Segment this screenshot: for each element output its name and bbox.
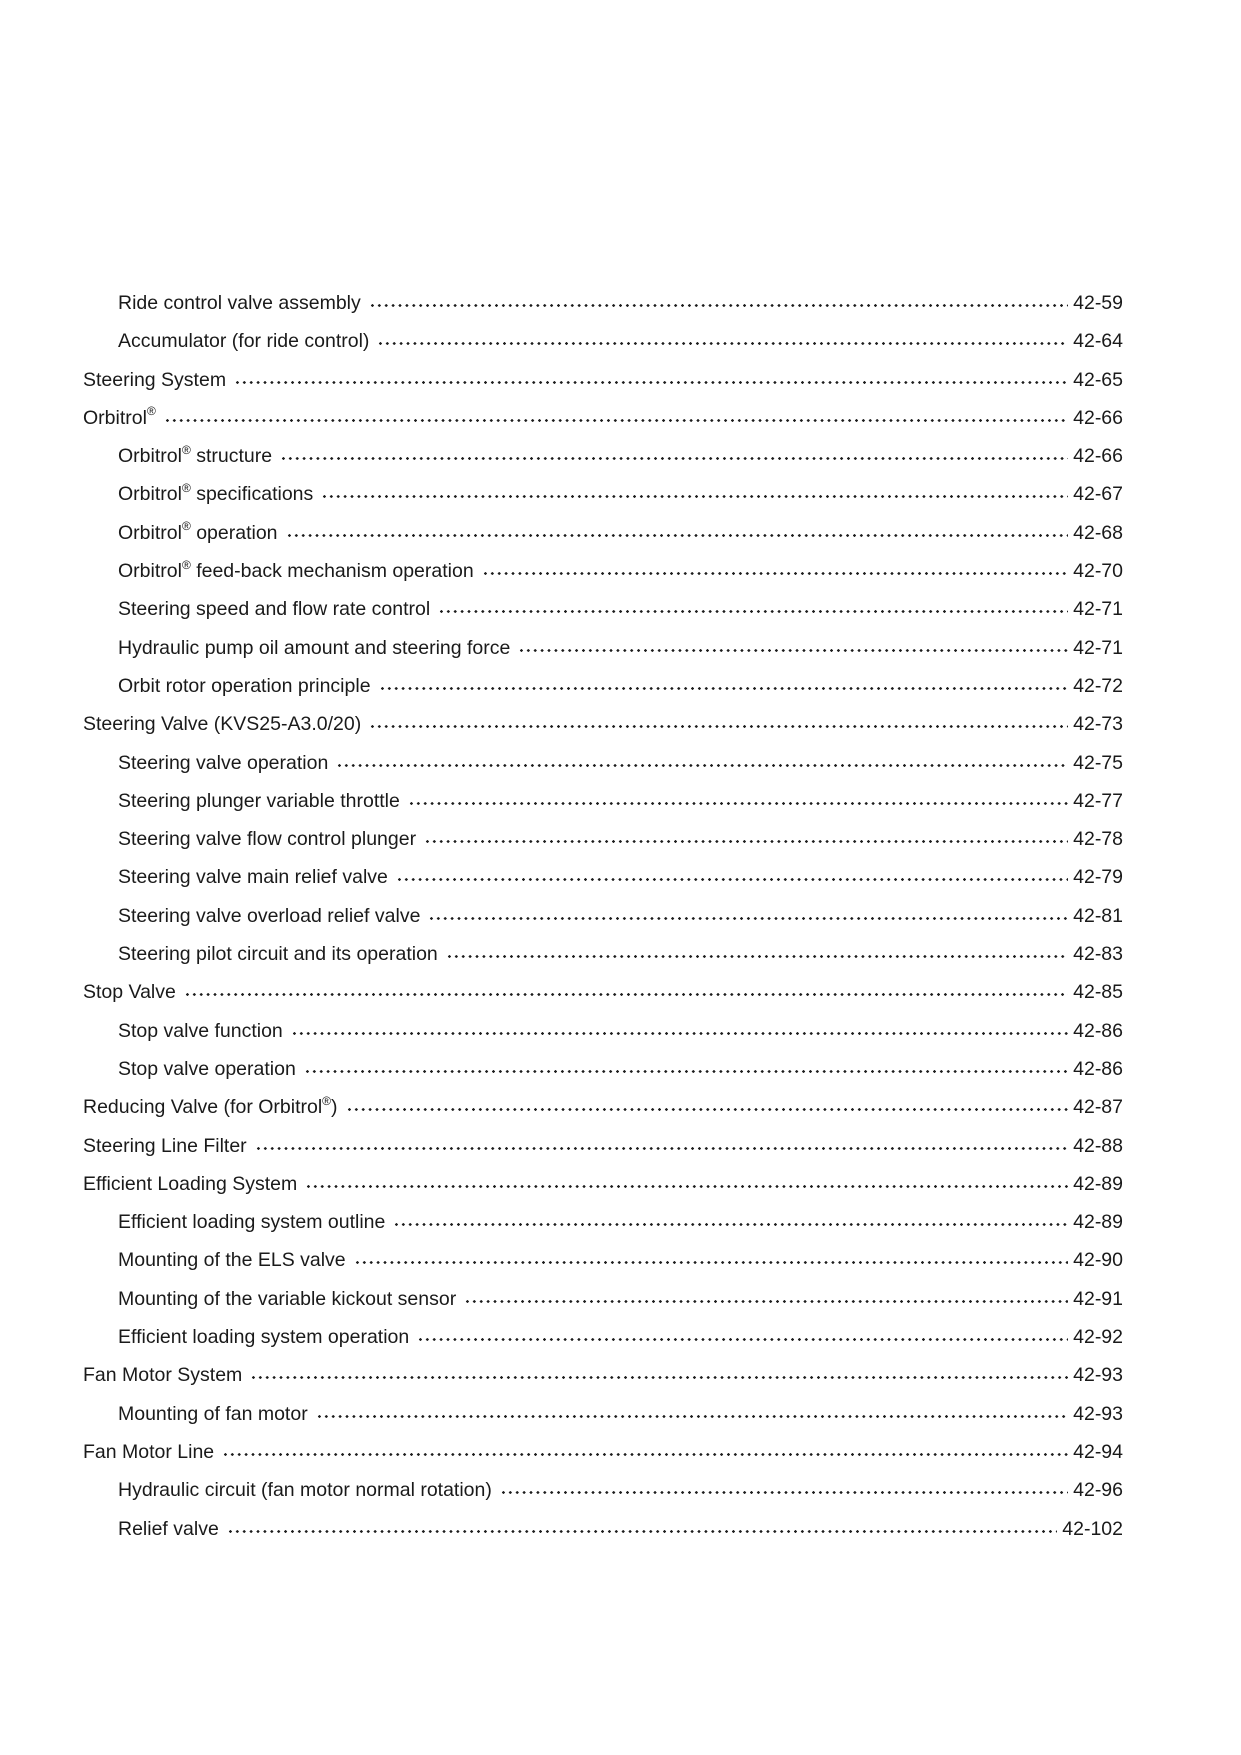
toc-entry <box>83 1050 1123 1088</box>
toc-entry-title-text: Accumulator (for ride control) <box>118 330 370 353</box>
toc-entry-title <box>118 552 474 590</box>
dot-leader <box>316 1415 1068 1420</box>
toc-entry-page: 42-79 <box>1073 866 1123 889</box>
toc-entry-title-text: structure <box>190 445 273 468</box>
toc-entry-title-text: Steering valve operation <box>118 751 329 774</box>
toc-entry-title-text: Stop valve operation <box>118 1057 296 1080</box>
toc-entry-title-text: Steering plunger variable throttle <box>118 789 400 812</box>
dot-leader <box>379 687 1069 692</box>
dot-leader <box>184 993 1068 998</box>
toc-entry <box>83 973 1123 1011</box>
toc-entry-page: 42-90 <box>1073 1249 1123 1272</box>
toc-entry-page: 42-71 <box>1073 598 1123 621</box>
toc-entry-title-text: Efficient Loading System <box>83 1172 298 1195</box>
dot-leader <box>446 955 1068 960</box>
toc-entry-page: 42-64 <box>1073 330 1123 353</box>
toc-entry-title-text: Steering Line Filter <box>83 1134 247 1157</box>
toc-entry <box>83 820 1123 858</box>
toc-entry-page: 42-59 <box>1073 292 1123 314</box>
toc-entry <box>83 361 1123 399</box>
toc-entry-page: 42-87 <box>1073 1096 1123 1119</box>
dot-leader <box>369 725 1068 730</box>
toc-entry <box>83 744 1123 782</box>
toc-entry <box>83 552 1123 590</box>
toc-entry <box>83 514 1123 552</box>
toc-entry-page: 42-96 <box>1073 1479 1123 1502</box>
registered-trademark-symbol: ® <box>181 480 191 495</box>
toc-entry-title <box>118 744 328 782</box>
toc-entry-title-text: Orbit rotor operation principle <box>118 674 371 697</box>
toc-entry-title <box>118 897 420 935</box>
toc-entry-title <box>118 590 430 628</box>
toc-entry-page: 42-77 <box>1073 789 1123 812</box>
toc-entry <box>83 667 1123 705</box>
toc-entry-title-text: specifications <box>190 483 314 506</box>
dot-leader <box>518 649 1068 654</box>
toc-entry-title <box>118 322 369 360</box>
dot-leader <box>369 304 1068 309</box>
toc-entry-page: 42-81 <box>1073 904 1123 927</box>
toc-entry-title-text: Relief valve <box>118 1517 219 1540</box>
toc-entry <box>83 1356 1123 1394</box>
dot-leader <box>354 1261 1068 1266</box>
dot-leader <box>428 917 1068 922</box>
table-of-contents <box>83 284 1123 1548</box>
toc-entry-title-text: Orbitrol <box>118 521 182 544</box>
toc-entry-title <box>83 1088 338 1126</box>
toc-entry-title-text: Stop valve function <box>118 1019 283 1042</box>
dot-leader <box>424 840 1068 845</box>
toc-entry-title <box>83 361 226 399</box>
toc-entry <box>83 1433 1123 1471</box>
toc-entry-title <box>118 1471 492 1509</box>
toc-entry <box>83 475 1123 513</box>
dot-leader <box>250 1376 1068 1381</box>
toc-entry <box>83 897 1123 935</box>
toc-entry <box>83 590 1123 628</box>
toc-entry-title-text: feed-back mechanism operation <box>190 560 474 583</box>
toc-entry <box>83 1012 1123 1050</box>
toc-entry-title-text: Orbitrol <box>118 483 182 506</box>
toc-entry-title-text: operation <box>190 521 278 544</box>
toc-entry-page: 42-67 <box>1073 483 1123 506</box>
toc-entry-page: 42-89 <box>1073 1172 1123 1195</box>
toc-entry-title <box>83 1356 242 1394</box>
toc-entry-title <box>118 437 272 475</box>
toc-entry <box>83 322 1123 360</box>
toc-entry <box>83 399 1123 437</box>
toc-entry-title-text: Steering valve overload relief valve <box>118 904 421 927</box>
toc-entry <box>83 1395 1123 1433</box>
toc-entry-page: 42-75 <box>1073 751 1123 774</box>
toc-entry-title-text: Steering pilot circuit and its operation <box>118 943 438 966</box>
dot-leader <box>305 1185 1068 1190</box>
toc-entry-page: 42-85 <box>1073 981 1123 1004</box>
toc-entry-page: 42-73 <box>1073 713 1123 736</box>
toc-entry <box>83 858 1123 896</box>
toc-entry-title-text: Stop Valve <box>83 981 176 1004</box>
dot-leader <box>396 878 1068 883</box>
dot-leader <box>500 1491 1068 1496</box>
dot-leader <box>377 342 1068 347</box>
dot-leader <box>417 1338 1068 1343</box>
toc-entry-title-text: Steering System <box>83 368 227 391</box>
toc-entry <box>83 1318 1123 1356</box>
toc-entry-page: 42-102 <box>1062 1517 1123 1540</box>
toc-entry-title-text: Efficient loading system operation <box>118 1326 410 1349</box>
toc-entry-title <box>118 858 388 896</box>
toc-entry-title-text: Mounting of the variable kickout sensor <box>118 1287 457 1310</box>
dot-leader <box>280 457 1068 462</box>
toc-entry <box>83 1241 1123 1279</box>
toc-entry-title <box>118 629 510 667</box>
dot-leader <box>227 1530 1057 1535</box>
dot-leader <box>464 1300 1068 1305</box>
toc-entry-page: 42-93 <box>1073 1402 1123 1425</box>
toc-entry-page: 42-86 <box>1073 1019 1123 1042</box>
dot-leader <box>164 419 1068 424</box>
toc-entry-title <box>118 667 371 705</box>
toc-entry-title-text: ) <box>331 1096 338 1119</box>
toc-entry-page: 42-66 <box>1073 406 1123 429</box>
toc-entry-title <box>83 705 361 743</box>
dot-leader <box>304 1070 1068 1075</box>
toc-entry <box>83 284 1123 322</box>
dot-leader <box>482 572 1068 577</box>
registered-trademark-symbol: ® <box>181 557 191 572</box>
toc-entry <box>83 629 1123 667</box>
toc-entry <box>83 1280 1123 1318</box>
toc-entry-title <box>118 1203 385 1241</box>
dot-leader <box>321 495 1068 500</box>
dot-leader <box>336 764 1068 769</box>
dot-leader <box>234 381 1068 386</box>
toc-entry-page: 42-72 <box>1073 674 1123 697</box>
toc-entry-title-text: Mounting of the ELS valve <box>118 1249 346 1272</box>
toc-entry-page: 42-78 <box>1073 828 1123 851</box>
toc-entry-page: 42-66 <box>1073 445 1123 468</box>
dot-leader <box>222 1453 1068 1458</box>
toc-entry-title-text: Hydraulic circuit (fan motor normal rotation) <box>118 1479 492 1502</box>
toc-entry-title <box>118 284 361 322</box>
toc-entry-title <box>118 782 400 820</box>
dot-leader <box>393 1223 1068 1228</box>
toc-entry-title <box>83 1165 297 1203</box>
toc-entry-title <box>118 1318 409 1356</box>
toc-entry-title <box>118 1510 219 1548</box>
toc-entry-page: 42-91 <box>1073 1287 1123 1310</box>
toc-entry-title-text: Hydraulic pump oil amount and steering force <box>118 636 511 659</box>
toc-entry <box>83 1127 1123 1165</box>
toc-entry <box>83 1165 1123 1203</box>
toc-entry-page: 42-68 <box>1073 521 1123 544</box>
toc-entry <box>83 1510 1123 1548</box>
toc-entry-page: 42-92 <box>1073 1326 1123 1349</box>
toc-entry-title <box>118 475 313 513</box>
registered-trademark-symbol: ® <box>322 1093 331 1108</box>
dot-leader <box>438 610 1068 615</box>
toc-entry-title <box>118 514 278 552</box>
toc-entry-title-text: Orbitrol <box>83 406 147 429</box>
toc-entry-title <box>118 935 438 973</box>
toc-entry-title-text: Orbitrol <box>118 560 182 583</box>
toc-entry-title-text: Reducing Valve (for Orbitrol <box>83 1096 323 1119</box>
toc-entry-title <box>83 973 176 1011</box>
dot-leader <box>291 1032 1068 1037</box>
toc-entry-page: 42-71 <box>1073 636 1123 659</box>
toc-entry <box>83 935 1123 973</box>
toc-entry-page: 42-93 <box>1073 1364 1123 1387</box>
toc-entry-title-text: Fan Motor System <box>83 1364 243 1387</box>
toc-entry-title-text: Steering speed and flow rate control <box>118 598 431 621</box>
toc-entry-title <box>118 1050 296 1088</box>
toc-entry-page: 42-65 <box>1073 368 1123 391</box>
registered-trademark-symbol: ® <box>146 404 156 419</box>
toc-entry-title <box>83 399 156 437</box>
registered-trademark-symbol: ® <box>181 442 191 457</box>
dot-leader <box>346 1108 1069 1113</box>
toc-entry <box>83 437 1123 475</box>
toc-entry <box>83 705 1123 743</box>
dot-leader <box>408 802 1068 807</box>
toc-entry-title <box>83 1127 247 1165</box>
toc-entry-title-text: Steering Valve (KVS25-A3.0/20) <box>83 713 362 736</box>
toc-entry-title <box>118 820 416 858</box>
toc-entry-title <box>118 1012 283 1050</box>
toc-entry-page: 42-88 <box>1073 1134 1123 1157</box>
toc-entry <box>83 1471 1123 1509</box>
toc-entry <box>83 782 1123 820</box>
toc-entry-title-text: Efficient loading system outline <box>118 1211 386 1234</box>
toc-entry <box>83 1088 1123 1126</box>
toc-entry-page: 42-89 <box>1073 1211 1123 1234</box>
registered-trademark-symbol: ® <box>181 519 191 534</box>
toc-entry-title <box>118 1280 456 1318</box>
toc-entry-page: 42-70 <box>1073 560 1123 583</box>
dot-leader <box>286 534 1069 539</box>
toc-entry-page: 42-86 <box>1073 1057 1123 1080</box>
toc-entry-title-text: Steering valve flow control plunger <box>118 828 417 851</box>
toc-entry-title <box>118 1241 346 1279</box>
toc-entry-page: 42-94 <box>1073 1440 1123 1463</box>
toc-entry-title <box>83 1433 214 1471</box>
toc-entry-title-text: Ride control valve assembly <box>118 292 361 314</box>
toc-entry-title-text: Fan Motor Line <box>83 1440 215 1463</box>
toc-entry-title-text: Orbitrol <box>118 445 182 468</box>
toc-entry-page: 42-83 <box>1073 943 1123 966</box>
toc-entry <box>83 1203 1123 1241</box>
toc-entry-title-text: Steering valve main relief valve <box>118 866 388 889</box>
toc-entry-title <box>118 1395 308 1433</box>
dot-leader <box>255 1147 1068 1152</box>
toc-entry-title-text: Mounting of fan motor <box>118 1402 308 1425</box>
